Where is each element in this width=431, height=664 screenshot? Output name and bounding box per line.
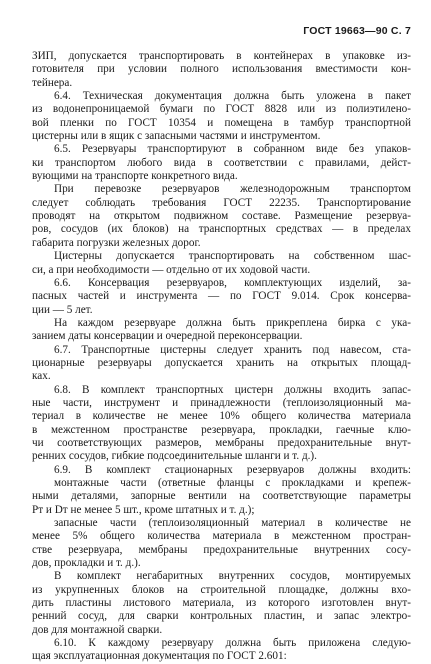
text-line: ров, сосудов (их блоков) на транспортных средствах — в пределах [32,223,411,236]
text-line: из укрупненных блоков на строительной площадке, должны вхо- [32,583,411,596]
text-line: ЗИП, допускается транспортировать в контейнерах в упаковке из- [32,50,411,62]
text-line: 6.10. К каждому резервуару должна быть приложена следую- [54,637,411,650]
text-line: проводят на открытом подвижном составе. Размещение резервуа- [32,210,411,223]
text-line: 6.9. В комплект стационарных резервуаров должны входить: [54,463,411,476]
text-line: вой пленки по ГОСТ 10354 и помещена в тамбур транспортной [32,116,411,129]
text-line: вующими на транспорте конкретного вида. [32,170,238,183]
text-line: Рт и Dт не менее 5 шт., кроме штатных и т. д.); [32,503,255,516]
text-line: 6.4. Техническая документация должна быть уложена в пакет [54,90,411,103]
text-line: ках. [32,370,51,383]
text-line: из водонепроницаемой бумаги по ГОСТ 8828 или из полиэтилено- [32,103,411,116]
text-line: следует соблюдать требования ГОСТ 22235. Транспортирование [32,196,411,209]
text-line: габарита погрузки железных дорог. [32,236,201,249]
text-line: запасные части (теплоизоляционный материал в количестве не [54,517,411,530]
text-line: в межстенном пространстве резервуара, прокладки, гаечные клю- [32,423,411,436]
body-text [32,50,411,664]
text-line: 6.5. Резервуары транспортируют в собранном виде без упаков- [54,143,411,156]
text-line: цистерны или в ящик с запасными частями и инструментом. [32,130,321,143]
text-line: ции — 5 лет. [32,303,93,316]
text-line: щая эксплуатационная документация по ГОСТ 2.601: [32,650,287,663]
text-line: ными деталями, запорные вентили на соответствующие параметры [32,490,411,503]
text-line: В комплект негабаритных внутренних сосудов, монтируемых [54,570,411,583]
text-line: На каждом резервуаре должна быть прикреплена бирка с ука- [54,316,411,329]
page-header: ГОСТ 19663—90 С. 7 [303,25,411,37]
text-line: ренних сосудов, гибкие подсоединительные шланги и т. д.). [32,450,317,463]
text-line: 6.7. Транспортные цистерны следует хранить под навесом, ста- [54,343,411,356]
text-line: ные части, инструмент и принадлежности (теплоизоляционный ма- [32,396,411,409]
text-line: 6.8. В комплект транспортных цистерн должны входить запас- [54,383,411,396]
text-line: пасных частей и инструмента — по ГОСТ 9.014. Срок консерва- [32,290,411,303]
text-line: ционарные резервуары допускается хранить на открытых площад- [32,356,411,369]
text-line: При перевозке резервуаров железнодорожным транспортом [54,183,411,196]
text-line: тейнера. [32,76,73,89]
text-line: готовителя при условии полного использования вместимости кон- [32,63,411,76]
text-line: стве резервуара, мембраны предохранительные внутренних сосу- [32,543,411,556]
text-line: менее 5% общего количества материала в межстенном простран- [32,530,411,543]
text-line: Цистерны допускается транспортировать на собственном шас- [54,250,411,263]
text-line: чи соответствующих размеров, мембраны предохранительные внут- [32,436,411,449]
text-line: дов, прокладки и т. д.). [32,557,141,570]
text-line: ренний сосуд, для сварки контрольных пластин, и запас электро- [32,610,411,623]
text-line: занием даты консервации и очередной переконсервации. [32,330,303,343]
text-line: дов для монтажной сварки. [32,623,163,636]
text-line: си, а при необходимости — отдельно от их ходовой части. [32,263,311,276]
text-line: териал в количестве не менее 10% общего количества материала [32,410,411,423]
text-line: дить пластины листового материала, из которого изготовлен внут- [32,597,411,610]
text-line: 6.6. Консервация резервуаров, комплектующих изделий, за- [54,276,411,289]
text-line: монтажные части (ответные фланцы с прокладками и крепеж- [54,477,411,489]
text-line: ки транспортом любого вида в соответствии с правилами, дейст- [32,156,411,169]
